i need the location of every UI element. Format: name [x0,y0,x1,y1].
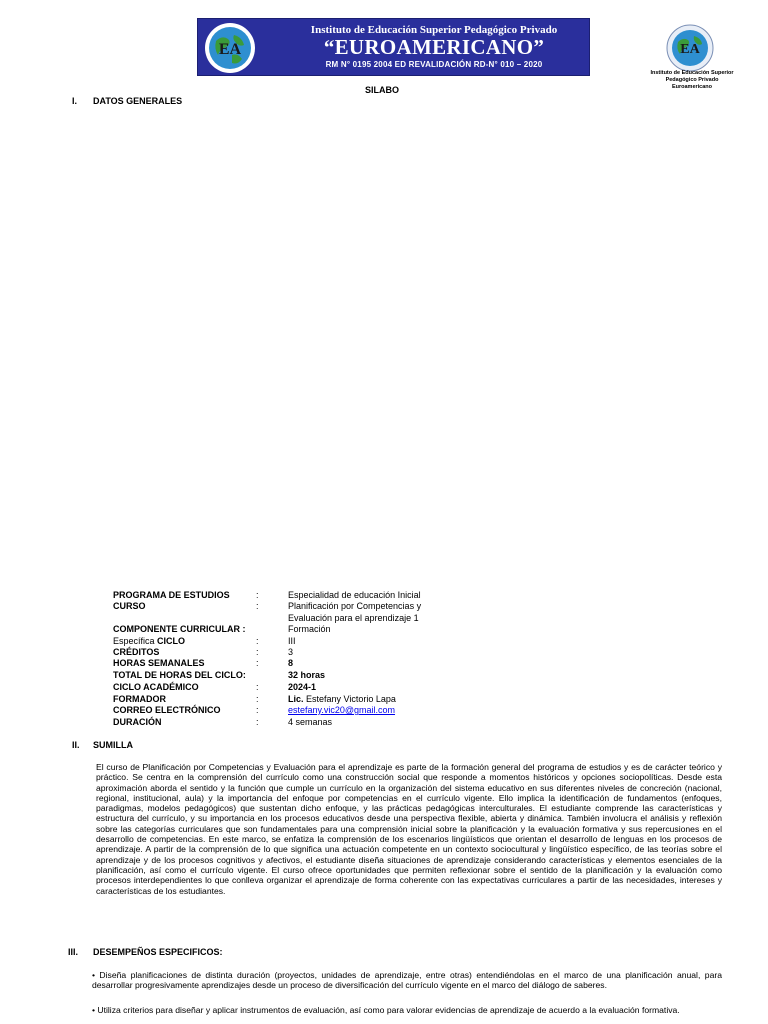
data-value-name: Estefany Victorio Lapa [303,694,396,704]
data-colon: : [256,717,259,727]
desempeno-item: • Utiliza criterios para diseñar y aplicar instrumentos de evaluación, así como para valorar evidencias de aprendizaje de acuerdo a la evaluación formativa. [92,1005,680,1015]
sumilla-paragraph: El curso de Planificación por Competencias y Evaluación para el aprendizaje es parte de la formación general del programa de estudios y es de carácter teórico y práctico. Se centra en la comprensión del currículo como una construcción social que responde a momentos históricos y opciones sociopolíticas. Desde esta aproximación aborda el sentido y la función que cumple un currículo en la organización del sistema educativo en sus diferentes niveles de concreción (nacional, regional, institucional, aula) y la importancia del enfoque por competencias en el currículo vigente. Ello implica la identificación de fundamentos (enfoques, paradigmas, modelos pedagógicos) que sustentan dicho enfoque, y las prácticas pedagógicas interculturales. El estudiante comprende las características y estructura del currículo, y su importancia en los procesos educativos desde una perspectiva flexible, abierta y dinámica. También involucra el análisis y reflexión sobre las categorías curriculares que son fundamentales para una comprensión inicial sobre la planificación y la evaluación formativa y sus repercusiones en el desarrollo de competencias. En este marco, se enfatiza la comprensión de los escenarios lingüísticos que orientan el desarrollo de lenguas en los procesos de aprendizaje. A partir de la comprensión de lo que significa una actuación competente en un contexto sociocultural y lingüístico específico, de las teorías sobre el aprendizaje y de los procesos cognitivos y afectivos, el estudiante diseña situaciones de aprendizaje considerando características y elementos esenciales de la planificación, así como el currículo vigente. El curso ofrece oportunidades que permiten reflexionar sobre el sentido de la planificación y la evaluación como procesos interdependientes lo que conlleva organizar el aprendizaje de forma coherente con las expectativas curriculares a partir de las necesidades, intereses y características de los estudiantes. [96,762,722,896]
data-value [288,705,395,716]
data-label-bold: CICLO [157,636,186,646]
banner-institution-name: “EUROAMERICANO” [323,35,545,59]
side-seal-icon [666,24,714,72]
data-value: 2024-1 [288,682,317,692]
data-value: 4 semanas [288,717,333,727]
data-colon: : [256,601,259,611]
data-value-continued: Evaluación para el aprendizaje 1 [288,613,419,623]
banner-resolution-line: RM N° 0195 2004 ED REVALIDACIÓN RD-N° 010 – 2020 [325,60,543,69]
data-label: TOTAL DE HORAS DEL CICLO: [113,670,246,680]
data-value [288,694,396,705]
data-value: Planificación por Competencias y [288,601,422,611]
data-colon: : [256,647,259,657]
section-label: DATOS GENERALES [93,96,183,106]
data-label: COMPONENTE CURRICULAR : [113,624,246,634]
section-number: II. [72,740,80,750]
data-label: DURACIÓN [113,717,162,727]
section-label: SUMILLA [93,740,133,750]
data-colon: : [256,590,259,600]
data-colon: : [256,658,259,668]
data-label: CURSO [113,601,146,611]
data-value: 8 [288,658,294,668]
desempeno-item: • Diseña planificaciones de distinta duración (proyectos, unidades de aprendizaje, entre otras) entendiéndolas en el marco de una planificación anual, para desarrollar progresivamente aprendizajes desde un proceso de diversificación del currículo vigente en el marco del diálogo de saberes. [92,970,722,991]
svg-text:EA: EA [680,42,700,57]
institution-seal-icon [202,21,258,75]
page-title: SILABO [365,85,400,95]
data-label: CRÉDITOS [113,647,160,657]
data-value: Formación [288,624,331,634]
data-value: 32 horas [288,670,326,680]
section-number: III. [68,947,79,957]
data-colon: : [256,705,259,715]
data-value: III [288,636,296,646]
data-value-title: Lic. [288,694,304,704]
data-colon: : [256,694,259,704]
data-colon: : [256,636,259,646]
side-logo-caption: Instituto de Educación Superior Pedagógico Privado Euroamericano [650,70,734,90]
section-label: DESEMPEÑOS ESPECIFICOS: [93,947,223,957]
section-number: I. [72,96,78,106]
data-label: FORMADOR [113,694,166,704]
institution-banner [197,18,590,76]
data-colon: : [256,682,259,692]
email-link[interactable]: estefany.vic20@gmail.com [288,705,396,715]
data-value: 3 [288,647,294,657]
data-label [113,636,185,647]
svg-text:EA: EA [218,41,242,58]
data-value: Especialidad de educación Inicial [288,590,421,600]
data-label: CICLO ACADÉMICO [113,682,199,692]
data-label-prefix: Específica [113,636,158,646]
data-label: CORREO ELECTRÓNICO [113,705,221,715]
data-label: HORAS SEMANALES [113,658,205,668]
banner-institute-line: Instituto de Educación Superior Pedagógico Privado [310,24,558,36]
data-label: PROGRAMA DE ESTUDIOS [113,590,230,600]
